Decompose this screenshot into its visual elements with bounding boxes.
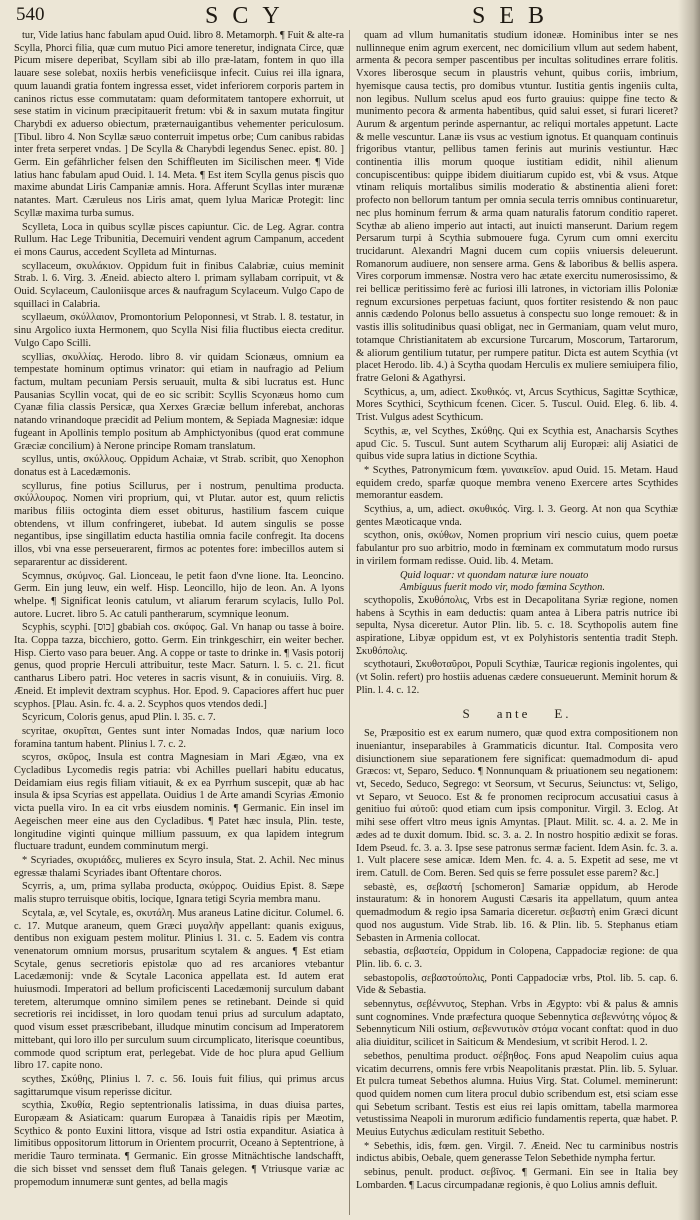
dictionary-entry: scyllus, untis, σκύλλους. Oppidum Achaiæ, vt Strab. scribit, quo Xenophon donatus est à Lacedæmonis. bbox=[14, 454, 344, 478]
dictionary-entry: scythopolis, Σκυθόπολις, Vrbs est in Decapolitana Syriæ regione, nomen habens à Scythis in eam deductis: quam antea à Libera patris nutrice ibi sepulta, Nysa diceretur. Autor Plin. lib. 5. c. 18. Scythopolis autem fine aspiratione, Libyæ oppidum est, vt ex Polyhistoris sententia tradit Steph. Σκυθόπολις. bbox=[356, 594, 678, 657]
dictionary-entry: Scymnus, σκύμνος. Gal. Lionceau, le petit faon d'vne lione. Ita. Leoncino. Germ. Ein jung leuw, ein welf. Hisp. Leoncillo, hijo de leon. An. A lyons whelpe. ¶ Significat leonis catulum, vt aliarum ferarum scylacis, Iullo Pol. autore. Lucret. libro 5. Ac catuli pantherarum, scymnique leonum. bbox=[14, 570, 344, 620]
dictionary-entry: sebastia, σεβαστεία, Oppidum in Colopena, Cappadociæ regione: de qua Plin. lib. 6. c. 3. bbox=[356, 946, 678, 970]
dictionary-entry: Scyrris, a, um, prima syllaba producta, σκύρρος. Ouidius Epist. 8. Sæpe malis stupro terruisque obitis, locique, Ignara tetigi Scyria membra manu. bbox=[14, 881, 344, 906]
dictionary-entry: * Sebethis, idis, fœm. gen. Virgil. 7. Æneid. Nec tu carminibus nostris indictus abibis, Oebale, quem generasse Telon Sebethide nympha fertur. bbox=[356, 1140, 678, 1165]
verse-line: Ambiguus fuerit modo vir, modo fœmina Scython. bbox=[400, 582, 605, 594]
dictionary-entry: Scyricum, Coloris genus, apud Plin. l. 35. c. 7. bbox=[22, 712, 216, 724]
dictionary-entry: Scylleta, Loca in quibus scyllæ pisces capiuntur. Cic. de Leg. Agrar. contra Rullum. Hac Lege Tribunitia, Decemuiri vendent agrum Campanum, accedent ei mons Caurus, accedent Scylleta ad Minturnas. bbox=[14, 221, 344, 258]
dictionary-entry: scyllurus, fine potius Scillurus, per i nostrum, penultima producta. σκύλλουρος. Nomen viri proprium, qui, vt Plutar. autor est, quum relictis maribus filiis octoginta diem esset obiturus, hastilium fascem cuique obtendens, vt illum confringeret, iubebat. Id autem singulis se posse negantibus, ipse singillatim educta hastilia omnia facile confregit. Ita docens illos, vbi vna esse perseuerarent, firmos ac potentes fore: imbecillos autem si separarentur ac dissiderent. bbox=[14, 480, 344, 568]
dictionary-entry: scyritae, σκυρῖται, Gentes sunt inter Nomadas Indos, quæ narium loco foramina tantum habent. Plinius l. 7. c. 2. bbox=[14, 725, 344, 750]
dictionary-entry: * Scythes, Patronymicum fœm. γυναικεῖον. apud Ouid. 15. Metam. Haud equidem credo, sparfæ quoque membra veneno Exercere artes Scythides memorantur easdem. bbox=[356, 464, 678, 502]
dictionary-entry: Scythicus, a, um, adiect. Σκυθικός. vt, Arcus Scythicus, Sagittæ Scythicæ, Mores Scythici, Scythicum fcenen. Cicer. 5. Tuscul. Ouid. Eleg. 6. lib. 4. Trist. Vulgus adest Scythicum. bbox=[356, 386, 678, 424]
dictionary-entry: quam ad vllum humanitatis studium idoneæ. Hominibus inter se nes nullinneque enim agrum exercent, nec domicilium vllum aut sedem habent, armenta & pecora semper pascentibus per incultas solitudines errare folitis. Vxores liberosque secum in plaustris vehunt, quibus coriis, imbrium, hyemisque causa tectis, pro domibus vtuntur. Iustitia gentis ingeniis culta, non legibus. Nullum scelus apud eos furto grauius: quippe fine tecto & munimento pecora & armenta habentibus, quid salui esset, si furari liceret? Aurum & argentum perinde aspernantur, ac reliqui mortales appetunt. Lacte & melle vescuntur. Lanæ iis vsus ac vestium ignotus. Et quanquam continuis frigoribus vtantur, pellibus tamen ferinis aut murinis vestiuntur. Hæc continentia illis morum quoque iustitiam edidit, nihil alienum concupiscentibus: quippe ibidem diuitiarum cupido est, vbi & vsus. Atque vtinam reliquis mortalibus similis moderatio & abstinentia alieni foret: profecto non bellorum tantum per omnia secula terris omnibus continuaretur, nec plus hominum ferrum & arma quam naturalis fatorum conditio raperet. Scythæ ab alieno imperio aut intacti, aut inuicti manserunt. Darium regem Persarum turpi à Scythia submouere fuga. Cyrum cum omni exercitu trucidarunt. Alexandri Magni ducem cum copiis vniuersis deleuerunt. Romanorum audiuere, non sensere arma. Gens & laboribus & bellis aspera. Vires corporum immensæ. Nostra vero hac ætate exercitu numerosissimo, & rei bellicæ peritissimo ferè ac furiosi illi latrones, in victoriam illis Poloniæ regnum excursiones perpetuas faciunt, quos fortiter resistendo & non pauc annis cædendo Polonus bello assuetus à conspectu suo longe remouet: & in vastis illis solitudinibus quasi obligat, nec in Germaniam, quam velut muro, totamque Christianitatem ab excursione Turcarum, Moscorum, Tartarorum, & aliorum gentilium tutatur, per rumpere patitur. Dicta est autem Scythia (vt placet Herodo. lib. 4.) à Scytha quodam Herculis ex muliere semiuipera filio, fratre Geloni & Agathyrsi. bbox=[356, 30, 678, 384]
binding-shadow bbox=[678, 0, 700, 1220]
dictionary-entry: sebinus, penult. product. σεβῖνος. ¶ Germani. Ein see in Italia bey Lombarden. ¶ Lacus circumpadanæ regionis, è quo Lolius amnis defluit. bbox=[356, 1167, 678, 1191]
dictionary-entry: sebastopolis, σεβαστούπολις, Ponti Cappadociæ vrbs, Ptol. lib. 5. cap. 6. Vide & Sebastia. bbox=[356, 972, 678, 997]
dictionary-entry: Scytala, æ, vel Scytale, es, σκυτάλη. Mus araneus Latine dicitur. Columel. 6. c. 17. Mutque araneum, quem Græci μυγαλῆν appellant: quanis exiguus, dentibus non exiguam pestem molitur. Plinius l. 31. c. 5. Eadem vis contra venenatorum omnium morsus, prusaritum scytalem & angues. ¶ Est etiam Scytale, genus secretioris epistolæ quo ad res arcaniores vtebantur Lacedæmonij: vnde & Scytale Laconica appellata est. Id autem erat huiusmodi. Imperatori ad bellum proficiscenti Lacedæmonij surculum dabant teretem, alterumque omnino similem penes se retinebant. Deinde si quid secretioris rei incidisset, in loro quodam tenui prius ad surculum adaptato, quod visum esset præscribebant, illudque minutim concisum ad Imperatorem mittebant, qui loro illo per surculum suum circumplicato, literisque coeuntibus, commode quod scriptum erat, perlegebat. Vide de hoc plura apud Gellium libro 17. capite nono. bbox=[14, 907, 344, 1072]
page-number: 540 bbox=[16, 4, 45, 25]
dictionary-entry: scythotauri, Σκυθοταῦροι, Populi Scythiæ, Tauricæ regionis ingolentes, qui (vt Solin. refert) pro hostiis aduenas cædere consueuerunt. Meminit horum & Plin. l. 4. c. 12. bbox=[356, 659, 678, 696]
section-heading-part: E. bbox=[554, 705, 572, 721]
dictionary-entry: sebastè, es, σεβαστή [schomeron] Samariæ oppidum, ab Herode instauratum: & in honorem Augusti Cæsaris ita appellatum, quum antea quemadmodum & regio ipsa Samaria diceretur. σεβαστὴ enim Græci dicunt quod nos augustum. Vide Strab. lib. 16. & Plin. lib. 5. Stephanus etiam Sebasten in Armenia collocat. bbox=[356, 881, 678, 944]
left-column bbox=[14, 30, 344, 1215]
right-running-head: SEB bbox=[472, 3, 559, 29]
section-heading-part: S bbox=[462, 705, 473, 721]
dictionary-entry: Scythis, æ, vel Scythes, Σκύθης. Qui ex Scythia est, Anacharsis Scythes apud Cic. 5. Tuscul. Sunt autem Scytharum alij Europæi: alij Asiatici de quibus vide supra latius in dictione Scythia. bbox=[356, 425, 678, 463]
dictionary-entry: scython, onis, σκύθων, Nomen proprium viri nescio cuius, quem poetæ fabulantur pro suo arbitrio, modo in fœminam ex commutatum modo rursus in virilem formam redisse. Ouid. lib. 4. Metam. bbox=[356, 530, 678, 567]
dictionary-entry: Scythius, a, um, adiect. σκυθικός. Virg. l. 3. Georg. At non qua Scythiæ gentes Mæoticaque vnda. bbox=[356, 504, 678, 528]
section-heading bbox=[356, 705, 678, 721]
right-column bbox=[356, 30, 678, 1215]
column-divider bbox=[349, 30, 350, 1215]
left-running-head: SCY bbox=[205, 3, 294, 29]
dictionary-entry: scyllaeum, σκύλλαιον, Promontorium Peloponnesi, vt Strab. l. 8. testatur, in sinu Argolico iuxta Hermonem, quo Scylla Nisi filia fluctibus eiecta creditur. Vulgo Capo Scilli. bbox=[14, 312, 344, 349]
dictionary-entry: scyllaceum, σκυλάκιον. Oppidum fuit in finibus Calabriæ, cuius meminit Strab. l. 6. Virg. 3. Æneid. abiecto altero l. primam syllabam corripuit, vt & Ouid. Scylaceum, Cauloniisque arces & naufragum Scylaceum. Vulgo Capo de squillaci in Calabria. bbox=[14, 260, 344, 310]
dictionary-entry: sebethos, penultima product. σέβηθος. Fons apud Neapolim cuius aqua vicatim decurrens, omnis fere vrbis Neapolitanis præstat. Plin. lib. 5. Syluar. Et pulcra tumeat Sebethos alumna. Huius Virg. Stat. Columel. meminerunt: quod quidem nomen cum litera procul dubio scribendum est, etsi sciam esse qui Sebetum scribant. Testis est eius rei lapis omittam, tabella marmorea vetustissima Neapoli in murorum ædificio fundamentis reperta, quæ habet. P. Meuius Eutychus ædiculam restituit Sebetho. bbox=[356, 1050, 678, 1139]
section-heading-part: ante bbox=[496, 705, 531, 721]
dictionary-entry: scyllias, σκυλλίας. Herodo. libro 8. vir quidam Scionæus, omnium ea tempestate hominum optimus vrinator: qui etiam in naufragio ad Pelium factum, multam pecuniam Persis seruauit, multa & sibi lucratus est. Hunc Pausanias Scyllin vocat, qui de eo sic scribit: Scyllis Scyonæus homo cum Cyanæ filia classis Persicæ, qua Xerxes Græciæ bellum inferebat, anchoras natando vrinandoque præcidit ad Pelium montem, & Sepiada Magnesiæ: idque fugeant in Apollinis templo positum ab Amphictyonibus (quod erat commune Græciæ concilium) à Nerone principe Romam translatum. bbox=[14, 351, 344, 452]
dictionary-entry: scythia, Σκυθία, Regio septentrionalis latissima, in duas diuisa partes, Europæam & Asiaticam: quarum Europæa à Tanaidis ripis per Mæotim, Scythico & ponto Euxini littora, visque ad Istri ostia expanditur. Asiatica à limitibus oppositorum littorum in Orientem procurrit, Oceano à Septentrione, à meridie Tauro terminata. ¶ Germanic. Ein grosse Mitnächtische landschafft, die sich bisset vnd sensset dem fluß Tanais gelegen. ¶ Vtriusque variæ ac propemodum innumeræ sunt gentes, ad bella magis bbox=[14, 1100, 344, 1188]
dictionary-entry: * Scyriades, σκυριάδες, mulieres ex Scyro insula, Stat. 2. Achil. Nec minus egressæ thalami Scyriades ibant Oftentare choros. bbox=[14, 855, 344, 879]
dictionary-entry: scyros, σκῦρος, Insula est contra Magnesiam in Mari Ægæo, vna ex Cycladibus Lycomedis regis patria: vbi Achilles puellari habitu educatus, Deidamiam eius regis filiam vitiauit, & ex ea Pyrrhum suscepit, quæ ab hac insula & ipsa Scyrias est appellata. Ouidius 1 de Arte amandi Scyrias Æmonio victa puella viro. In ea cit vrbs eiusdem nominis. ¶ Germanic. Ein insel im Aegeischen meer eine aus den Cycladibus. ¶ Patet hæc insula, Plin. teste, longitudine viginti quinque millium passuum, ex qua lapidem integrum fluctuare tradunt, eundem comminutum mergi. bbox=[14, 752, 344, 853]
dictionary-entry: sebennytus, σεβέννυτος, Stephan. Vrbs in Ægypto: vbi & palus & amnis sunt cognomines. Vnde præfectura quoque Sebennytica σεβεννύτης νόμος & Sebennyticum Nili ostium, σεβεννυτικὸν στόμα vocant conftat: quod in duo alia diuiditur, scilicet in Saiticum & Mendesium, vt scribit Herod. l. 2. bbox=[356, 999, 678, 1049]
dictionary-entry: scythes, Σκύθης, Plinius l. 7. c. 56. Iouis fuit filius, qui primus arcus sagittarumque visum reperisse dicitur. bbox=[14, 1073, 344, 1098]
dictionary-entry: Scyphis, scyphi. [כוס] gbabiah cos. σκύφος. Gal. Vn hanap ou tasse à boire. Ita. Coppa tazza, bicchiero, gotto. Germ. Ein trinkgeschirr, ein weiter becher. Hisp. Cierto vaso para beuer. Ang. A coppe or taste to drinke in. ¶ Vasis potorij genus, quod proprie Herculi attribuitur, teste Macr. Saturn. l. 5. c. 21. ficut cantharus Libero patri. Hoc veteres in sacris visunt, & in conuiuiis. Virg. 8. Æneid. Et implevit dextram scyphus. Hor. Epod. 9. Capaciores affert huc puer scyphos. [Plau. Asin. fc. 4. a. 2. Scyphos quos vtendos dedi.] bbox=[14, 622, 344, 710]
verse-line: Quid loquar: vt quondam naturæ iure nouato bbox=[400, 569, 589, 581]
dictionary-entry: Se, Præpositio est ex earum numero, quæ quod extra compositionem non inueniantur, inseparabiles à Grammaticis dicuntur. Ital. Composita vero disiunctionem siue separationem fere significat: quemadmodum di- apud Græcos: vt, Separo, Seduco. ¶ Nonnunquam & priuationem seu negationem: vt, Secedo, Seduco, Segrego: vt Seorsum, vt Securus, Seiunctus: vt, Seligo, vt Separo, vt Seuoco. Est & fe pronomen reciprocum accusatiui casus à genitiuo fui αὑτοῦ: quod etiam cum ipsis componitur. Virgil. 3. Eclog. At mihi sese offert vltro meus ignis Amyntas. [Plaut. Milit. sc. 4. a. 2. Me in ædes ad te duxit domum. Ibid. sc. 3. a. 2. In nostro hospitio ædixit se foras. Idem Pseud. fc. 3. a. 3. Ipse sese patronus sermæ facient. Idem Asin. fc. 3. a. 1. Vult placere sese amicæ. Idem Men. fc. 4. a. 5. Expetit ad sese, me vt irem. Catull. de Com. Beren. Sed quis se ferre possulet esse parem? &c.] bbox=[356, 728, 678, 879]
dictionary-entry: tur, Vide latius hanc fabulam apud Ouid. libro 8. Metamorph. ¶ Fuit & alte-ra Scylla, Phorci filia, quæ cum mutuo Pici amore teneretur, indignata Circe, quæ Picum misere deperibat, Scyllam sibi ab illo præ-latam, fontem in quo illa lauare sese solebat, noxiis herbis veneficiisque infecit. Cuius rei illa ignara, quum lauandi gratia fontem ingressa esset, videt inferiorem corporis partem in caninos rictus esse commutatam: quam deformitatem tantopere exhorruit, ut sese statim in vicinum præcipitauerit fretum: vbi & in saxum mutata fingitur Charybdi ex aduerso obiectum, præternauigantibus vehementer periculosum. [Tibul. libro 4. Non Scyllæ sæuo conterruit impetus orbe; Cum canibus rabidas inter freta serperet vndas. ] De Scylla & Charybdi legendus Senec. epist. 80. ] Germ. Ein gefährlicher felsen den Schiffleuten im Sicilischen meer. ¶ Vide latius hanc fabulam apud Ouid. l. 14. Meta. ¶ Est item Scylla genus piscis quo maxime abundat Liris Campaniæ amnis. Hora. Afferunt Scyllas inter murænæ natantes. Mart. Cæruleus nos Liris amat, quem lylua Maricæ Protegit: linc Scyllæ maxima turba sumus. bbox=[14, 30, 344, 219]
